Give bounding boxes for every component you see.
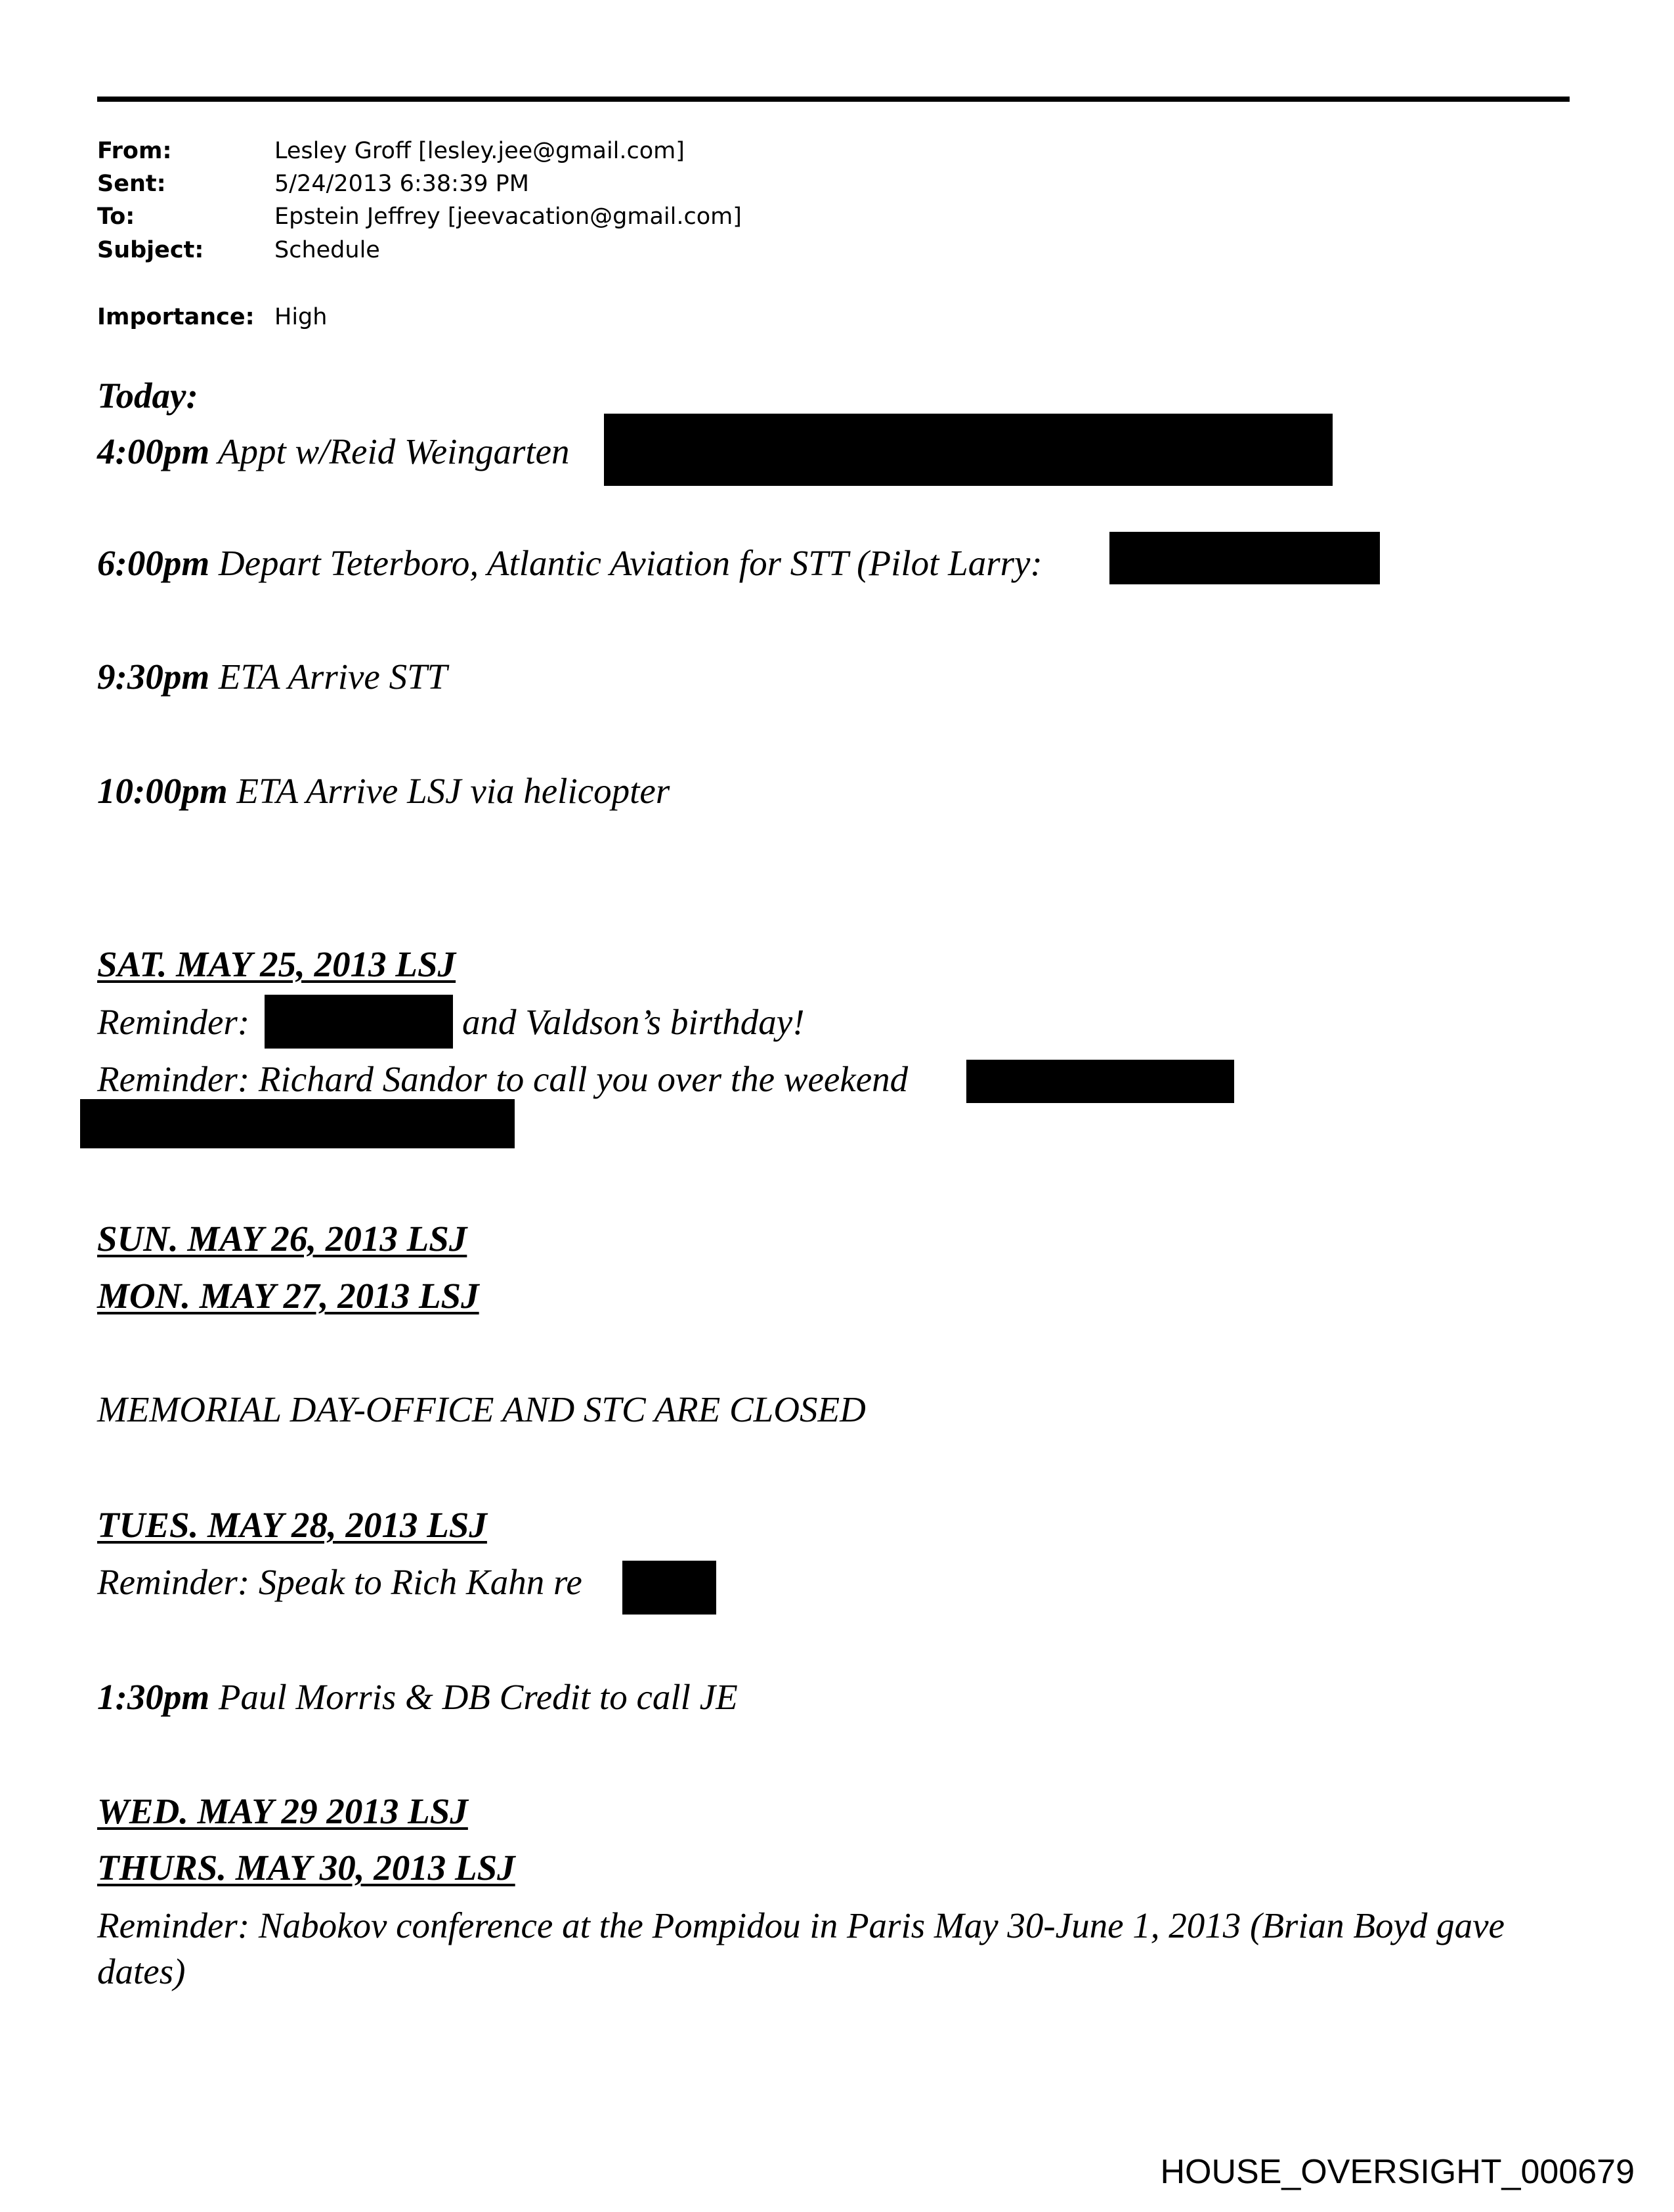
item-text: Depart Teterboro, Atlantic Aviation for STT (Pilot Larry: xyxy=(209,543,1042,583)
item-time: 10:00pm xyxy=(97,771,228,811)
item-text: ETA Arrive LSJ via helicopter xyxy=(227,771,670,811)
from-label: From: xyxy=(97,138,172,164)
to-row xyxy=(97,200,742,233)
schedule-item-6pm xyxy=(97,540,1042,586)
redaction-box xyxy=(966,1060,1234,1103)
schedule-item-4pm xyxy=(97,429,570,475)
reminder-birthday-prefix: Reminder: xyxy=(97,1002,250,1042)
to-value: Epstein Jeffrey [jeevacation@gmail.com] xyxy=(274,204,742,230)
sent-label: Sent: xyxy=(97,171,166,197)
item-text: Paul Morris & DB Credit to call JE xyxy=(209,1677,738,1717)
day-heading-sun: SUN. MAY 26, 2013 LSJ xyxy=(97,1219,467,1259)
item-time: 9:30pm xyxy=(97,657,210,697)
top-rule xyxy=(97,97,1570,102)
item-time: 6:00pm xyxy=(97,543,210,583)
from-row xyxy=(97,135,685,167)
schedule-item-130pm xyxy=(97,1674,738,1720)
redaction-box xyxy=(1109,532,1380,584)
importance-value: High xyxy=(274,304,328,330)
importance-label: Importance: xyxy=(97,304,255,330)
reminder-sandor: Reminder: Richard Sandor to call you over the weekend xyxy=(97,1059,909,1099)
day-heading-mon: MON. MAY 27, 2013 LSJ xyxy=(97,1276,479,1316)
day-heading-sat: SAT. MAY 25, 2013 LSJ xyxy=(97,944,456,984)
memorial-day-note: MEMORIAL DAY-OFFICE AND STC ARE CLOSED xyxy=(97,1389,866,1429)
reminder-nabokov: Reminder: Nabokov conference at the Pompidou in Paris May 30-June 1, 2013 (Brian Boyd gave dates) xyxy=(97,1905,1505,1991)
redaction-box xyxy=(604,414,1333,486)
to-label: To: xyxy=(97,204,135,230)
subject-value: Schedule xyxy=(274,237,380,263)
day-heading-thu: THURS. MAY 30, 2013 LSJ xyxy=(97,1848,515,1888)
redaction-box xyxy=(80,1099,515,1148)
schedule-item-10pm xyxy=(97,768,670,814)
subject-label: Subject: xyxy=(97,237,204,263)
item-text: Appt w/Reid Weingarten xyxy=(209,431,570,471)
day-heading-wed: WED. MAY 29 2013 LSJ xyxy=(97,1791,468,1831)
day-heading-tue: TUES. MAY 28, 2013 LSJ xyxy=(97,1505,487,1545)
subject-row xyxy=(97,234,380,267)
reminder-rich-kahn: Reminder: Speak to Rich Kahn re xyxy=(97,1562,582,1602)
item-time: 1:30pm xyxy=(97,1677,210,1717)
today-heading: Today: xyxy=(97,376,198,416)
item-time: 4:00pm xyxy=(97,431,210,471)
redaction-box xyxy=(622,1561,716,1615)
from-value: Lesley Groff [lesley.jee@gmail.com] xyxy=(274,138,685,164)
bates-number: HOUSE_OVERSIGHT_000679 xyxy=(1160,2153,1635,2191)
schedule-item-930pm xyxy=(97,654,447,700)
reminder-birthday-suffix: and Valdson’s birthday! xyxy=(462,1002,805,1042)
sent-value: 5/24/2013 6:38:39 PM xyxy=(274,171,529,197)
redaction-box xyxy=(265,995,453,1049)
sent-row xyxy=(97,167,529,200)
item-text: ETA Arrive STT xyxy=(209,657,448,697)
importance-row xyxy=(97,301,327,334)
